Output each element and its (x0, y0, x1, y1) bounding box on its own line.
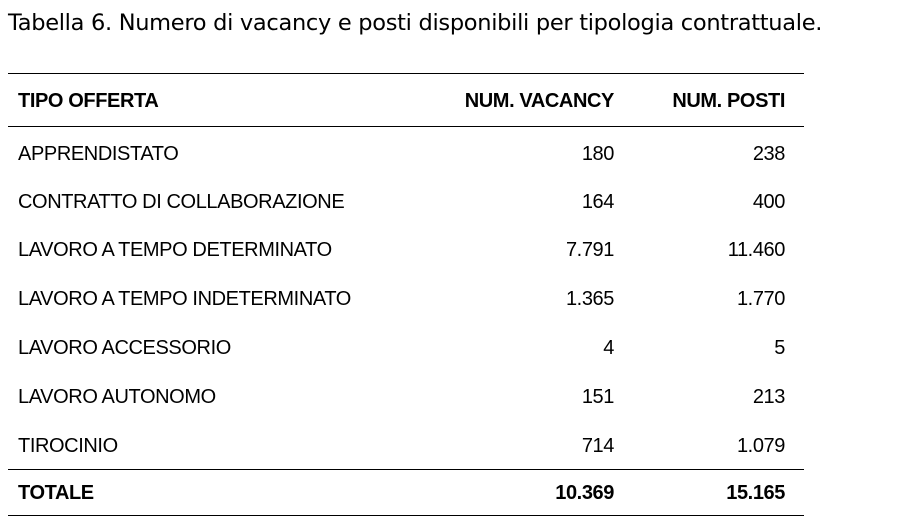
table-row (8, 382, 804, 412)
row-type: APPRENDISTATO (18, 143, 179, 165)
row-vacancy: 164 (581, 191, 614, 213)
total-vacancy: 10.369 (555, 482, 614, 504)
row-posti: 1.079 (736, 435, 785, 457)
table-row (8, 235, 804, 265)
row-type: CONTRATTO DI COLLABORAZIONE (18, 191, 345, 213)
table-top-rule (8, 73, 804, 74)
total-posti: 15.165 (726, 482, 785, 504)
header-rule (8, 126, 804, 127)
row-type: LAVORO AUTONOMO (18, 386, 216, 408)
row-vacancy: 714 (581, 435, 614, 457)
row-posti: 213 (752, 386, 785, 408)
row-vacancy: 7.791 (565, 239, 614, 261)
table-row (8, 333, 804, 363)
row-type: TIROCINIO (18, 435, 118, 457)
row-vacancy: 151 (581, 386, 614, 408)
table-total-row (8, 478, 804, 508)
table-caption: Tabella 6. Numero di vacancy e posti disponibili per tipologia contrattuale. (8, 10, 823, 36)
row-type: LAVORO ACCESSORIO (18, 337, 231, 359)
table-header-row (8, 86, 804, 116)
row-type: LAVORO A TEMPO INDETERMINATO (18, 288, 351, 310)
total-rule (8, 469, 804, 470)
total-label: TOTALE (18, 482, 94, 504)
row-posti: 11.460 (727, 239, 785, 261)
row-vacancy: 180 (581, 143, 614, 165)
table-row (8, 139, 804, 169)
table-row (8, 431, 804, 461)
table-row (8, 187, 804, 217)
row-vacancy: 1.365 (565, 288, 614, 310)
row-posti: 5 (774, 337, 785, 359)
header-tipo-offerta: TIPO OFFERTA (18, 90, 159, 112)
header-num-vacancy: NUM. VACANCY (464, 90, 614, 112)
row-posti: 400 (752, 191, 785, 213)
row-posti: 238 (752, 143, 785, 165)
row-vacancy: 4 (603, 337, 614, 359)
table-row (8, 284, 804, 314)
table-bottom-rule (8, 515, 804, 516)
row-type: LAVORO A TEMPO DETERMINATO (18, 239, 332, 261)
header-num-posti: NUM. POSTI (672, 90, 785, 112)
row-posti: 1.770 (736, 288, 785, 310)
